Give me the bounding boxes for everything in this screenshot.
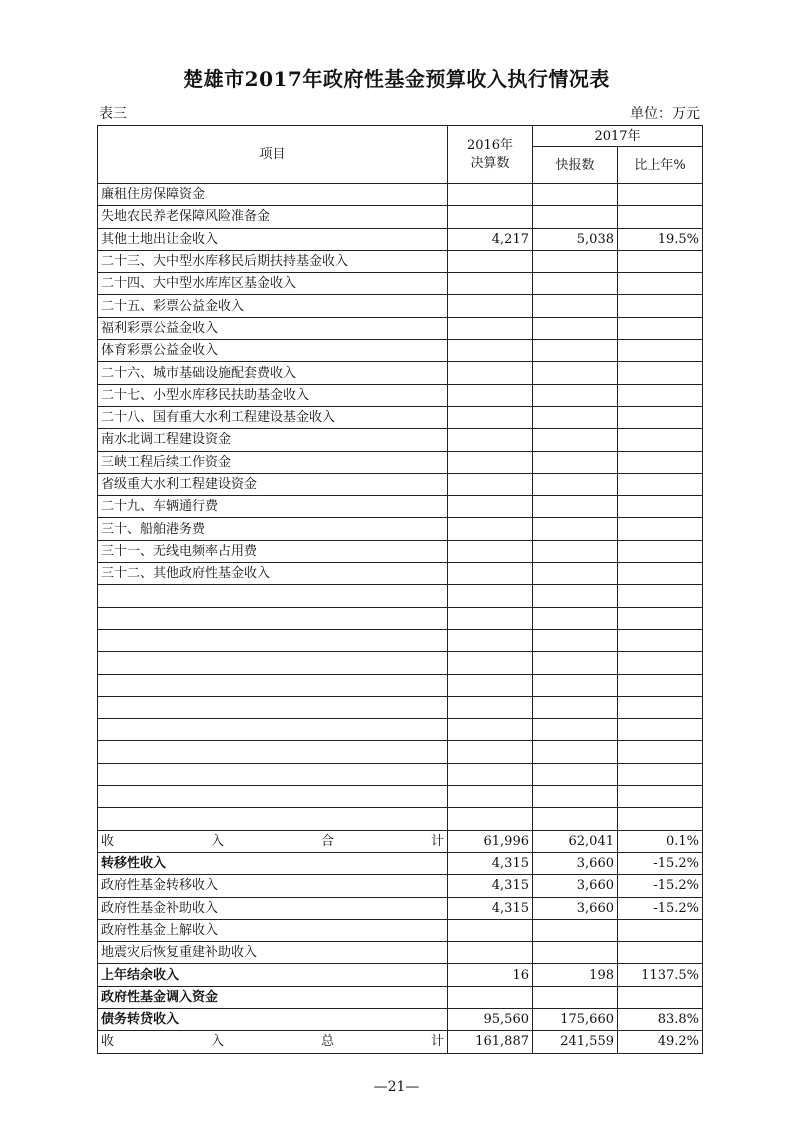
row-pct <box>618 607 703 629</box>
row-v2017 <box>533 273 618 295</box>
row-pct: 19.5% <box>618 228 703 250</box>
header-quick: 快报数 <box>533 147 618 184</box>
row-item-char: 合 <box>320 833 334 849</box>
row-item: 政府性基金转移收入 <box>98 875 448 897</box>
row-pct <box>618 763 703 785</box>
header-row-1 <box>98 126 703 147</box>
page-title: 楚雄市2017年政府性基金预算收入执行情况表 <box>183 67 610 91</box>
row-pct <box>618 786 703 808</box>
row-v2016 <box>448 563 533 585</box>
row-pct <box>618 473 703 495</box>
row-v2017 <box>533 406 618 428</box>
table-row <box>98 808 703 830</box>
row-v2016 <box>448 540 533 562</box>
row-item: 三十一、无线电频率占用费 <box>98 540 448 562</box>
row-v2016 <box>448 384 533 406</box>
table-row <box>98 362 703 384</box>
row-v2017 <box>533 250 618 272</box>
row-v2017 <box>533 496 618 518</box>
row-pct <box>618 741 703 763</box>
row-v2016 <box>448 340 533 362</box>
row-item: 其他土地出让金收入 <box>98 228 448 250</box>
row-item <box>98 786 448 808</box>
row-v2016 <box>448 919 533 941</box>
row-v2017 <box>533 585 618 607</box>
table-label: 表三 <box>99 106 127 122</box>
table-row <box>98 897 703 919</box>
table-row <box>98 741 703 763</box>
row-item-char: 收 <box>101 833 115 849</box>
row-pct <box>618 317 703 339</box>
row-v2016: 4,217 <box>448 228 533 250</box>
header-2016 <box>448 126 533 184</box>
row-item: 政府性基金上解收入 <box>98 919 448 941</box>
row-v2017 <box>533 919 618 941</box>
row-v2017 <box>533 473 618 495</box>
row-pct <box>618 340 703 362</box>
row-v2017 <box>533 295 618 317</box>
row-item: 二十九、车辆通行费 <box>98 496 448 518</box>
row-v2017: 5,038 <box>533 228 618 250</box>
table-row <box>98 206 703 228</box>
row-pct: -15.2% <box>618 852 703 874</box>
table-row <box>98 228 703 250</box>
row-pct <box>618 808 703 830</box>
row-v2016 <box>448 250 533 272</box>
row-v2017 <box>533 719 618 741</box>
row-pct: 49.2% <box>618 1031 703 1053</box>
row-item: 福利彩票公益金收入 <box>98 317 448 339</box>
row-v2017 <box>533 206 618 228</box>
row-v2016 <box>448 317 533 339</box>
row-pct: 1137.5% <box>618 964 703 986</box>
table-row <box>98 674 703 696</box>
row-item: 失地农民养老保障风险准备金 <box>98 206 448 228</box>
row-pct <box>618 563 703 585</box>
header-2016-label: 决算数 <box>470 155 510 171</box>
row-item <box>98 719 448 741</box>
row-item: 二十五、彩票公益金收入 <box>98 295 448 317</box>
row-v2017 <box>533 429 618 451</box>
row-item: 二十七、小型水库移民扶助基金收入 <box>98 384 448 406</box>
row-v2016: 4,315 <box>448 852 533 874</box>
row-v2016 <box>448 986 533 1008</box>
row-item: 三十二、其他政府性基金收入 <box>98 563 448 585</box>
row-item <box>98 763 448 785</box>
table-row <box>98 607 703 629</box>
row-v2017: 3,660 <box>533 852 618 874</box>
row-v2016: 95,560 <box>448 1008 533 1030</box>
row-v2016 <box>448 652 533 674</box>
row-v2016 <box>448 451 533 473</box>
table-row <box>98 763 703 785</box>
row-v2016: 4,315 <box>448 897 533 919</box>
table-row <box>98 496 703 518</box>
row-v2016 <box>448 585 533 607</box>
row-item: 政府性基金调入资金 <box>98 986 448 1008</box>
row-item: 二十三、大中型水库移民后期扶持基金收入 <box>98 250 448 272</box>
row-item: 三十、船舶港务费 <box>98 518 448 540</box>
row-item <box>98 629 448 651</box>
row-v2016 <box>448 473 533 495</box>
row-item <box>98 1031 448 1053</box>
row-v2017 <box>533 986 618 1008</box>
row-v2016 <box>448 184 533 206</box>
table-row <box>98 852 703 874</box>
table-row <box>98 250 703 272</box>
table-row <box>98 1031 703 1053</box>
row-pct <box>618 540 703 562</box>
row-v2017 <box>533 808 618 830</box>
row-pct: 83.8% <box>618 1008 703 1030</box>
row-v2017 <box>533 340 618 362</box>
row-v2016 <box>448 518 533 540</box>
row-v2017 <box>533 384 618 406</box>
row-item-char: 计 <box>430 1034 444 1050</box>
table-row <box>98 786 703 808</box>
row-item: 二十八、国有重大水利工程建设基金收入 <box>98 406 448 428</box>
row-item: 三峡工程后续工作资金 <box>98 451 448 473</box>
row-item <box>98 830 448 852</box>
row-pct: -15.2% <box>618 897 703 919</box>
unit-label: 单位：万元 <box>630 106 700 122</box>
table-row <box>98 719 703 741</box>
row-pct <box>618 250 703 272</box>
table-row <box>98 942 703 964</box>
row-v2017 <box>533 763 618 785</box>
row-v2016 <box>448 295 533 317</box>
row-v2016 <box>448 206 533 228</box>
table-row <box>98 986 703 1008</box>
row-pct <box>618 273 703 295</box>
table-row <box>98 875 703 897</box>
row-pct <box>618 629 703 651</box>
row-item: 政府性基金补助收入 <box>98 897 448 919</box>
row-pct: 0.1% <box>618 830 703 852</box>
row-v2017: 198 <box>533 964 618 986</box>
row-pct <box>618 652 703 674</box>
row-v2016 <box>448 674 533 696</box>
row-item: 南水北调工程建设资金 <box>98 429 448 451</box>
row-v2017 <box>533 696 618 718</box>
row-item <box>98 585 448 607</box>
table-row <box>98 629 703 651</box>
row-pct <box>618 451 703 473</box>
row-item-char: 计 <box>430 833 444 849</box>
row-item <box>98 674 448 696</box>
row-item <box>98 696 448 718</box>
row-v2017: 241,559 <box>533 1031 618 1053</box>
row-v2017 <box>533 741 618 763</box>
row-v2017: 62,041 <box>533 830 618 852</box>
table-row <box>98 406 703 428</box>
row-v2016 <box>448 496 533 518</box>
table-row <box>98 652 703 674</box>
table-row <box>98 518 703 540</box>
header-item: 项目 <box>98 126 448 184</box>
row-pct <box>618 585 703 607</box>
table-row <box>98 696 703 718</box>
row-v2017 <box>533 652 618 674</box>
table-row <box>98 317 703 339</box>
table-row <box>98 830 703 852</box>
header-2017-group: 2017年 <box>533 126 703 147</box>
row-item-char: 收 <box>101 1034 115 1050</box>
row-item: 债务转贷收入 <box>98 1008 448 1030</box>
row-v2016 <box>448 406 533 428</box>
table-row <box>98 429 703 451</box>
table-row <box>98 540 703 562</box>
row-v2016: 16 <box>448 964 533 986</box>
table-row <box>98 451 703 473</box>
row-pct <box>618 429 703 451</box>
row-v2016 <box>448 741 533 763</box>
row-v2016 <box>448 808 533 830</box>
row-item: 省级重大水利工程建设资金 <box>98 473 448 495</box>
row-v2017 <box>533 563 618 585</box>
row-v2016 <box>448 607 533 629</box>
row-v2017: 3,660 <box>533 875 618 897</box>
row-item: 二十六、城市基础设施配套费收入 <box>98 362 448 384</box>
revenue-table <box>97 125 703 1054</box>
row-v2017 <box>533 942 618 964</box>
row-v2016 <box>448 429 533 451</box>
table-row <box>98 473 703 495</box>
table-body <box>98 126 703 1054</box>
row-v2016 <box>448 273 533 295</box>
row-item <box>98 607 448 629</box>
row-pct <box>618 362 703 384</box>
table-row <box>98 563 703 585</box>
table-row <box>98 384 703 406</box>
row-pct <box>618 406 703 428</box>
row-v2017 <box>533 451 618 473</box>
row-pct <box>618 295 703 317</box>
row-pct <box>618 384 703 406</box>
header-2016-year: 2016年 <box>466 137 514 153</box>
row-v2017 <box>533 629 618 651</box>
row-v2016 <box>448 942 533 964</box>
table-row <box>98 1008 703 1030</box>
row-v2017 <box>533 674 618 696</box>
row-v2017 <box>533 184 618 206</box>
table-row <box>98 919 703 941</box>
row-item-spread <box>101 835 444 848</box>
row-v2016: 161,887 <box>448 1031 533 1053</box>
row-pct <box>618 986 703 1008</box>
row-pct <box>618 942 703 964</box>
row-v2017 <box>533 518 618 540</box>
row-item-char: 入 <box>210 833 224 849</box>
row-pct <box>618 496 703 518</box>
row-v2017 <box>533 317 618 339</box>
row-item-char: 入 <box>210 1034 224 1050</box>
row-item: 地震灾后恢复重建补助收入 <box>98 942 448 964</box>
row-v2016 <box>448 786 533 808</box>
row-item: 上年结余收入 <box>98 964 448 986</box>
row-item <box>98 652 448 674</box>
row-pct <box>618 696 703 718</box>
row-v2017: 3,660 <box>533 897 618 919</box>
row-pct <box>618 674 703 696</box>
row-item: 转移性收入 <box>98 852 448 874</box>
header-yoy: 比上年% <box>618 147 703 184</box>
table-row <box>98 585 703 607</box>
row-v2017 <box>533 786 618 808</box>
row-v2016: 61,996 <box>448 830 533 852</box>
row-v2016 <box>448 719 533 741</box>
row-item: 二十四、大中型水库库区基金收入 <box>98 273 448 295</box>
row-item <box>98 741 448 763</box>
table-row <box>98 340 703 362</box>
row-item: 体育彩票公益金收入 <box>98 340 448 362</box>
row-pct <box>618 206 703 228</box>
row-v2017 <box>533 362 618 384</box>
row-v2016: 4,315 <box>448 875 533 897</box>
row-pct <box>618 719 703 741</box>
table-row <box>98 273 703 295</box>
row-item: 廉租住房保障资金 <box>98 184 448 206</box>
row-v2017 <box>533 540 618 562</box>
row-v2017: 175,660 <box>533 1008 618 1030</box>
row-pct: -15.2% <box>618 875 703 897</box>
table-row <box>98 295 703 317</box>
row-item-char: 总 <box>320 1034 334 1050</box>
row-pct <box>618 184 703 206</box>
row-v2017 <box>533 607 618 629</box>
table-row <box>98 964 703 986</box>
row-v2016 <box>448 629 533 651</box>
row-item-spread <box>101 1035 444 1048</box>
row-v2016 <box>448 362 533 384</box>
row-pct <box>618 919 703 941</box>
page-number: —21— <box>373 1079 420 1095</box>
row-v2016 <box>448 696 533 718</box>
row-item <box>98 808 448 830</box>
table-row <box>98 184 703 206</box>
row-v2016 <box>448 763 533 785</box>
row-pct <box>618 518 703 540</box>
